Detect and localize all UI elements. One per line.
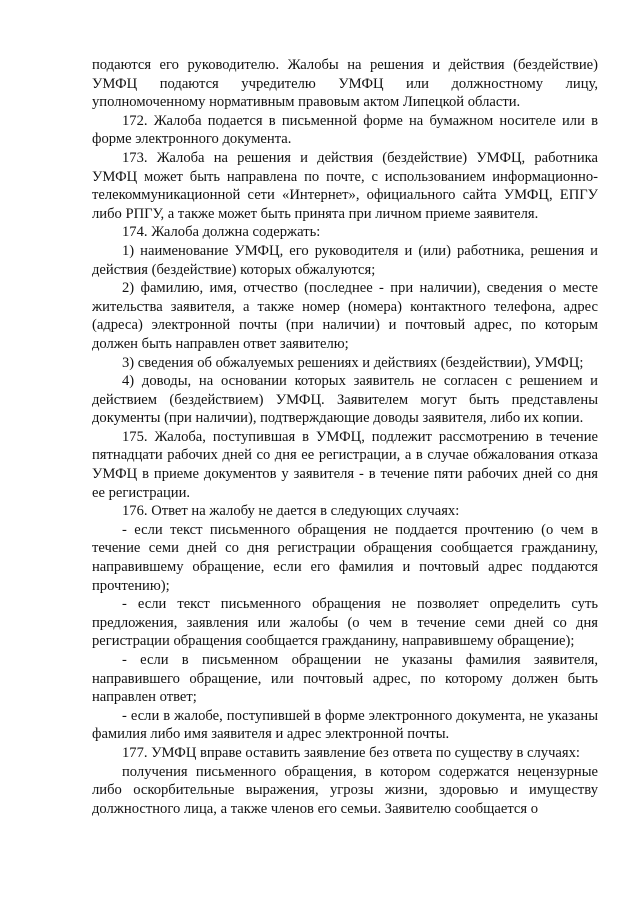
document-page — [92, 56, 598, 818]
paragraph-174-item-2: 2) фамилию, имя, отчество (последнее - при наличии), сведения о месте жительства заявителя, а также номер (номера) контактного телефона, адрес (адреса) электронной почты (при наличии) и почтовый адрес, по которым должен быть направлен ответ заявителю; — [92, 280, 598, 352]
paragraph-174-item-3: 3) сведения об обжалуемых решениях и действиях (бездействии), УМФЦ; — [122, 354, 584, 371]
paragraph-174: 174. Жалоба должна содержать: — [122, 224, 321, 241]
paragraph-173: 173. Жалоба на решения и действия (бездействие) УМФЦ, работника УМФЦ может быть направлена по почте, с использованием информационно-телекоммуникационной сети «Интернет», официального сайта УМФЦ, ЕПГУ либо РПГУ, а также может быть принята при личном приеме заявителя. — [92, 149, 598, 222]
paragraph-176-case-3: - если в письменном обращении не указаны фамилия заявителя, направившего обращение, или почтовый адрес, по которому должен быть направлен ответ; — [92, 652, 598, 706]
paragraph-172: 172. Жалоба подается в письменной форме на бумажном носителе или в форме электронного документа. — [92, 112, 598, 148]
paragraph-176-case-1: - если текст письменного обращения не поддается прочтению (о чем в течение семи дней со дня регистрации обращения сообщается гражданину, направившему обращение, если его фамилия и почтовый адрес поддаются прочтению); — [92, 521, 598, 594]
paragraph-174-item-1: 1) наименование УМФЦ, его руководителя и (или) работника, решения и действия (бездействие) которых обжалуются; — [92, 242, 598, 278]
paragraph-174-item-4: 4) доводы, на основании которых заявитель не согласен с решением и действием (бездействием) УМФЦ. Заявителем могут быть представлены документы (при наличии), подтверждающие доводы заявителя, либо их копии. — [92, 373, 598, 427]
paragraph-176-case-4: - если в жалобе, поступившей в форме электронного документа, не указаны фамилия либо имя заявителя и адрес электронной почты. — [92, 707, 598, 743]
paragraph-176-case-2: - если текст письменного обращения не позволяет определить суть предложения, заявления или жалобы (о чем в течение семи дней со дня регистрации обращения сообщается гражданину, направившему обращение); — [92, 596, 598, 650]
paragraph-175: 175. Жалоба, поступившая в УМФЦ, подлежит рассмотрению в течение пятнадцати рабочих дней со дня ее регистрации, а в случае обжалования отказа УМФЦ в приеме документов у заявителя - в течение пяти рабочих дней со дня ее регистрации. — [92, 428, 598, 501]
paragraph-176: 176. Ответ на жалобу не дается в следующих случаях: — [122, 503, 460, 520]
paragraph-177: 177. УМФЦ вправе оставить заявление без ответа по существу в случаях: — [122, 744, 580, 761]
paragraph-177-case-1: получения письменного обращения, в котором содержатся нецензурные либо оскорбительные выражения, угрозы жизни, здоровью и имуществу должностного лица, а также членов его семьи. Заявителю сообщается о — [92, 763, 598, 817]
paragraph-intro: подаются его руководителю. Жалобы на решения и действия (бездействие) УМФЦ подаются учредителю УМФЦ или должностному лицу, уполномоченному нормативным правовым актом Липецкой области. — [92, 57, 598, 111]
